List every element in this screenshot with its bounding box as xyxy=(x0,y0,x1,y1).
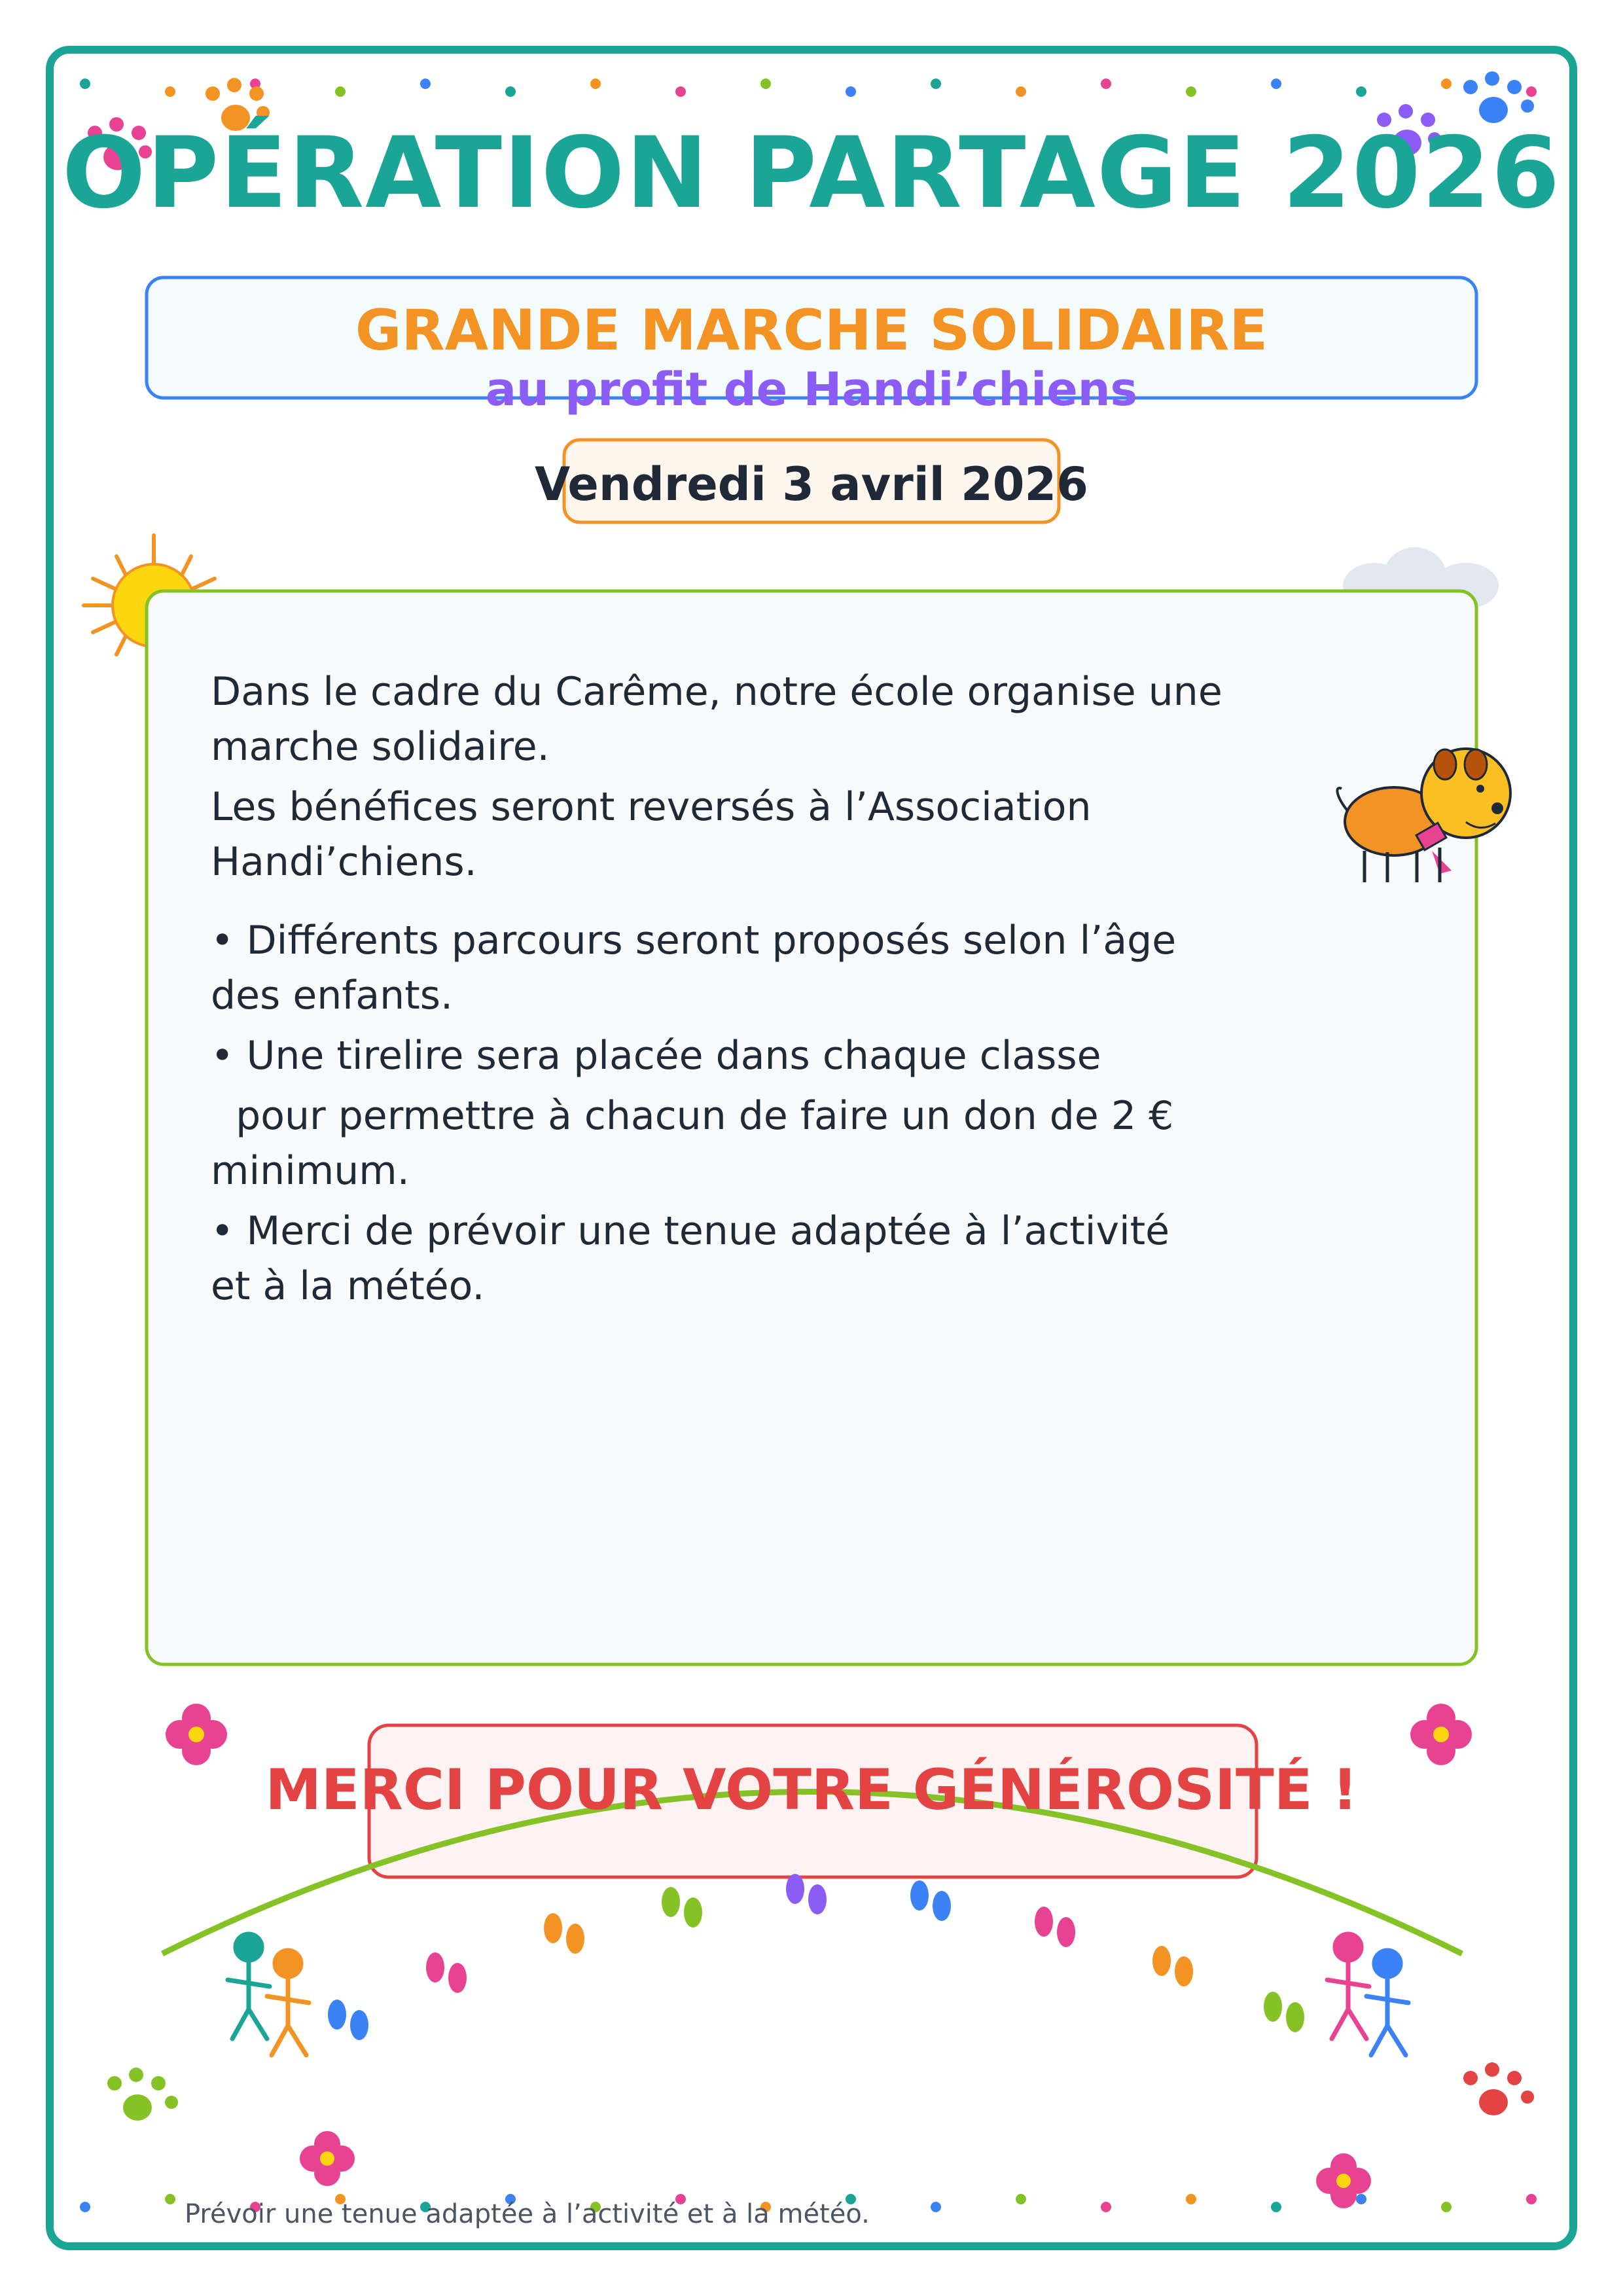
walker-icon xyxy=(228,1934,270,2039)
event-date: Vendredi 3 avril 2026 xyxy=(535,457,1088,511)
footer-note: Prévoir une tenue adaptée à l’activité et à la météo. xyxy=(185,2199,870,2229)
confetti-top xyxy=(80,79,1537,97)
poster-subtitle-beneficiary: au profit de Handi’chiens xyxy=(485,363,1138,416)
bullet-line: • Différents parcours seront proposés selon l’âge xyxy=(211,918,1177,963)
walker-icon xyxy=(1366,1950,1408,2055)
bullet-line: pour permettre à chacun de faire un don de 2 € xyxy=(211,1093,1174,1139)
content-text xyxy=(211,664,1291,1314)
benefit-line: Les bénéfices seront reversés à l’Association xyxy=(211,784,1092,830)
paw-icon xyxy=(1463,2062,1534,2115)
poster-subtitle: GRANDE MARCHE SOLIDAIRE xyxy=(355,298,1268,363)
bullet-line: des enfants. xyxy=(211,973,454,1018)
flower-icon xyxy=(300,2131,355,2186)
thanks-message: MERCI POUR VOTRE GÉNÉROSITÉ ! xyxy=(265,1757,1358,1823)
walker-icon xyxy=(1327,1934,1369,2039)
benefit-line: Handi’chiens. xyxy=(211,839,477,885)
bullet-line: et à la météo. xyxy=(211,1263,485,1309)
intro-line: marche solidaire. xyxy=(211,724,550,770)
footprints-icon xyxy=(328,1874,1304,2040)
intro-line: Dans le cadre du Carême, notre école organise une xyxy=(211,669,1222,715)
poster-title: OPÉRATION PARTAGE 2026 xyxy=(62,117,1561,230)
bullet-line: • Une tirelire sera placée dans chaque classe xyxy=(211,1033,1101,1079)
walker-icon xyxy=(267,1950,309,2055)
bullet-line: minimum. xyxy=(211,1148,410,1194)
paw-icon xyxy=(107,2068,178,2121)
bullet-line: • Merci de prévoir une tenue adaptée à l’activité xyxy=(211,1208,1170,1254)
